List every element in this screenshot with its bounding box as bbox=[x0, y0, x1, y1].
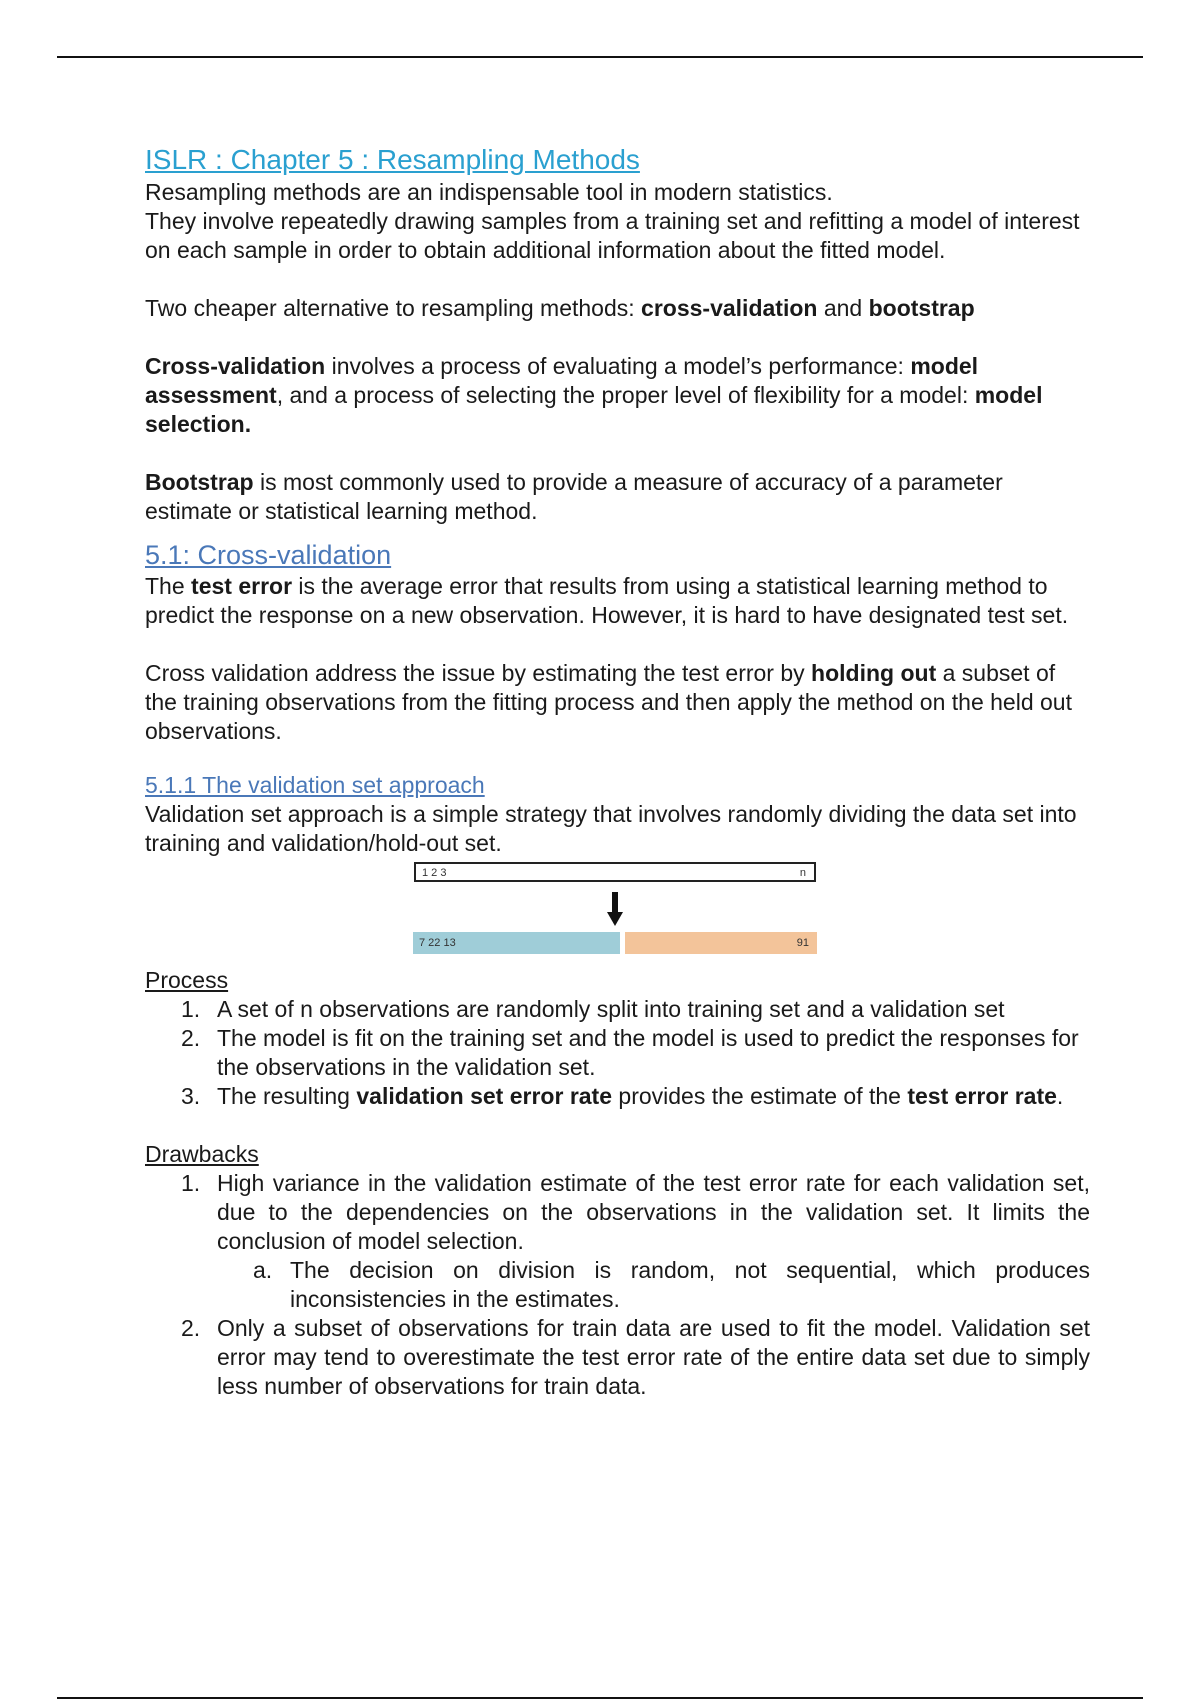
drawback-item-2-num: 2. bbox=[181, 1315, 201, 1341]
process-item-3 bbox=[145, 1082, 1090, 1111]
process-item-1-num: 1. bbox=[181, 996, 201, 1022]
drawback-item-1a-text: The decision on division is random, not sequential, which produces inconsistencies in the estimates. bbox=[290, 1257, 1090, 1312]
holding-out-paragraph bbox=[145, 659, 1090, 746]
process-item-3-post: . bbox=[1056, 1083, 1064, 1109]
cv-term: Cross-validation bbox=[145, 353, 326, 379]
process-list bbox=[145, 995, 1090, 1111]
bootstrap-paragraph bbox=[145, 468, 1090, 526]
bootstrap-term: Bootstrap bbox=[145, 469, 254, 495]
validation-set-label: 91 bbox=[796, 937, 809, 949]
document-body bbox=[145, 142, 1090, 1401]
training-set-segment bbox=[413, 932, 620, 954]
page-title: ISLR : Chapter 5 : Resampling Methods bbox=[145, 144, 640, 175]
term-validation-set-error-rate: validation set error rate bbox=[356, 1083, 613, 1109]
cv-model-assessment: model assessment bbox=[145, 353, 979, 408]
dataset-end-label: n bbox=[799, 867, 806, 879]
section-5-1-1-heading: 5.1.1 The validation set approach bbox=[145, 772, 485, 798]
process-item-2 bbox=[145, 1024, 1090, 1082]
cv-model-selection: model selection. bbox=[145, 382, 1043, 437]
term-test-error-rate: test error rate bbox=[907, 1083, 1057, 1109]
bottom-rule bbox=[57, 1697, 1143, 1699]
cv-text-1: involves a process of evaluating a model’s performance: bbox=[325, 353, 911, 379]
section-5-1-heading: 5.1: Cross-validation bbox=[145, 540, 392, 570]
test-error-post: is the average error that results from using a statistical learning method to predict the response on a new observation. However, it is hard to have designated test set. bbox=[145, 573, 1069, 628]
process-item-3-num: 3. bbox=[181, 1083, 201, 1109]
process-item-2-num: 2. bbox=[181, 1025, 201, 1051]
drawback-item-1-text: High variance in the validation estimate of the test error rate for each validation set, due to the dependencies on the observations in the validation set. It limits the conclusion of model selection. bbox=[217, 1170, 1090, 1254]
alternatives-paragraph bbox=[145, 294, 1090, 323]
drawbacks-heading: Drawbacks bbox=[145, 1141, 259, 1167]
alternatives-and: and bbox=[817, 295, 869, 321]
cross-validation-paragraph bbox=[145, 352, 1090, 439]
bootstrap-text: is most commonly used to provide a measure of accuracy of a parameter estimate or statistical learning method. bbox=[145, 469, 1003, 524]
top-rule bbox=[57, 56, 1143, 58]
process-item-2-text: The model is fit on the training set and the model is used to predict the responses for the observations in the validation set. bbox=[217, 1025, 1079, 1080]
process-item-3-mid: provides the estimate of the bbox=[612, 1083, 908, 1109]
drawback-item-2 bbox=[145, 1314, 1090, 1401]
full-dataset-box bbox=[414, 862, 816, 882]
drawbacks-list bbox=[145, 1169, 1090, 1401]
dataset-start-label: 1 2 3 bbox=[422, 867, 447, 879]
validation-approach-paragraph: Validation set approach is a simple strategy that involves randomly dividing the data set into training and validation/hold-out set. bbox=[145, 801, 1077, 856]
training-set-label: 7 22 13 bbox=[419, 937, 456, 949]
process-item-1-text: A set of n observations are randomly split into training set and a validation set bbox=[217, 996, 1005, 1022]
holding-out-pre: Cross validation address the issue by estimating the test error by bbox=[145, 660, 812, 686]
intro-paragraph-2: They involve repeatedly drawing samples from a training set and refitting a model of interest on each sample in order to obtain additional information about the fitted model. bbox=[145, 208, 1080, 263]
down-arrow-icon bbox=[607, 892, 623, 926]
holding-out-post: a subset of the training observations from the fitting process and then apply the method on the held out observations. bbox=[145, 660, 1072, 744]
test-error-pre: The bbox=[145, 573, 192, 599]
term-bootstrap: bootstrap bbox=[868, 295, 975, 321]
drawback-item-2-text: Only a subset of observations for train data are used to fit the model. Validation set error may tend to overestimate the test error rate of the entire data set due to simply less number of observations for train data. bbox=[217, 1315, 1090, 1399]
term-cross-validation: cross-validation bbox=[641, 295, 818, 321]
term-holding-out: holding out bbox=[811, 660, 937, 686]
validation-set-segment bbox=[625, 932, 817, 954]
drawback-item-1a bbox=[145, 1256, 1090, 1314]
process-item-1 bbox=[145, 995, 1090, 1024]
process-heading: Process bbox=[145, 967, 229, 993]
cv-text-2: , and a process of selecting the proper level of flexibility for a model: bbox=[276, 382, 975, 408]
test-error-paragraph bbox=[145, 572, 1090, 630]
process-item-3-pre: The resulting bbox=[217, 1083, 357, 1109]
alternatives-prefix: Two cheaper alternative to resampling methods: bbox=[145, 295, 642, 321]
drawback-item-1 bbox=[145, 1169, 1090, 1256]
drawback-item-1a-num: a. bbox=[253, 1257, 273, 1283]
intro-paragraph-1: Resampling methods are an indispensable tool in modern statistics. bbox=[145, 179, 833, 205]
validation-split-diagram bbox=[145, 858, 1090, 966]
term-test-error: test error bbox=[191, 573, 293, 599]
drawback-item-1-num: 1. bbox=[181, 1170, 201, 1196]
